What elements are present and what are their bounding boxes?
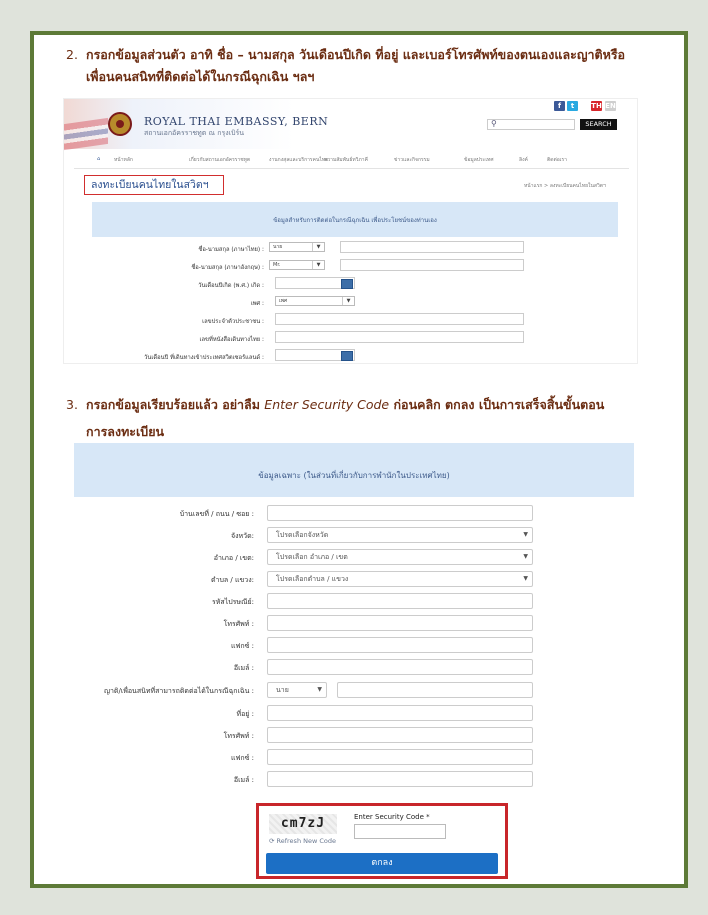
field-label: ชื่อ-นามสกุล (ภาษาไทย) :: [198, 247, 264, 253]
chevron-down-icon: ▼: [342, 297, 354, 305]
field-label: วันเดือนปีเกิด (พ.ศ.) เกิด :: [198, 283, 264, 289]
field-label: ญาติ/เพื่อนสนิทที่สามารถติดต่อได้ในกรณีฉุกเฉิน :: [104, 687, 254, 695]
field-label: ตำบล / แขวง:: [210, 576, 254, 584]
phone-input[interactable]: [267, 615, 533, 631]
field-label: อีเมล์ :: [233, 664, 254, 672]
name-en-input[interactable]: [340, 259, 524, 271]
postcode-input[interactable]: [267, 593, 533, 609]
chevron-down-icon: ▼: [523, 575, 528, 582]
security-code-label: Enter Security Code *: [354, 813, 430, 821]
calendar-icon[interactable]: [341, 351, 353, 361]
contact-name-input[interactable]: [337, 682, 533, 698]
captcha-highlight: [256, 803, 508, 879]
passport-input[interactable]: [275, 331, 524, 343]
screenshot-specific-info-form: [74, 443, 634, 880]
refresh-code-link[interactable]: ⟳ Refresh New Code: [269, 837, 337, 845]
nav-item[interactable]: ข่าวและกิจกรรม: [394, 157, 430, 163]
field-label: บ้านเลขที่ / ถนน / ซอย :: [179, 510, 254, 518]
embassy-seal-icon: [108, 112, 132, 136]
contact-phone-input[interactable]: [267, 727, 533, 743]
captcha-image: cm7zJ: [269, 814, 337, 834]
field-label: อีเมล์ :: [233, 776, 254, 784]
info-band: [74, 443, 634, 497]
field-label: เพศ :: [250, 301, 264, 307]
nav-item[interactable]: ติดต่อเรา: [547, 157, 567, 163]
title-select-en[interactable]: Mr. ▼: [269, 260, 325, 270]
nav-item[interactable]: หน้าหลัก: [114, 157, 133, 163]
nav-item[interactable]: ความสัมพันธ์ทวิภาคี: [324, 157, 368, 163]
search-icon: ⚲: [491, 119, 497, 128]
security-code-emphasis: Enter Security Code: [264, 397, 390, 412]
field-label: เลขประจำตัวประชาชน :: [202, 319, 264, 325]
field-label: อำเภอ / เขต:: [213, 554, 254, 562]
step-2-line2: เพื่อนคนสนิทที่ติดต่อได้ในกรณีฉุกเฉิน ฯลฯ: [86, 69, 315, 84]
info-band-text: ข้อมูลสำหรับการติดต่อในกรณีฉุกเฉิน เพื่อประโยชน์ของท่านเอง: [273, 217, 437, 224]
chevron-down-icon: ▼: [317, 686, 322, 693]
main-nav: [64, 153, 638, 167]
contact-address-input[interactable]: [267, 705, 533, 721]
nav-item[interactable]: งานกงสุลและบริการคนไทย: [269, 157, 329, 163]
field-label: เลขที่หนังสือเดินทางไทย :: [199, 337, 264, 343]
chevron-down-icon: ▼: [523, 553, 528, 560]
search-button[interactable]: SEARCH: [580, 119, 617, 130]
subdistrict-select[interactable]: โปรดเลือกตำบล / แขวง ▼: [267, 571, 533, 587]
info-band-text: ข้อมูลเฉพาะ (ในส่วนที่เกี่ยวกับการพำนักในประเทศไทย): [258, 471, 450, 480]
contact-fax-input[interactable]: [267, 749, 533, 765]
fax-input[interactable]: [267, 637, 533, 653]
field-label: โทรศัพท์ :: [223, 732, 254, 740]
site-brand: ROYAL THAI EMBASSY, BERN: [144, 115, 329, 128]
contact-title-select[interactable]: นาย ▼: [267, 682, 327, 698]
chevron-down-icon: ▼: [312, 243, 324, 251]
security-code-input[interactable]: [354, 824, 446, 839]
site-brand-sub: สถานเอกอัครราชทูต ณ กรุงเบิร์น: [144, 129, 245, 137]
divider: [74, 168, 629, 169]
field-label: แฟกซ์ :: [230, 642, 254, 650]
email-input[interactable]: [267, 659, 533, 675]
field-label: วันเดือนปี ที่เดินทางเข้าประเทศสวิตเซอร์แลนด์ :: [144, 355, 264, 361]
name-th-input[interactable]: [340, 241, 524, 253]
calendar-icon[interactable]: [341, 279, 353, 289]
field-label: จังหวัด:: [231, 532, 254, 540]
nav-item[interactable]: ข้อมูลประเทศ: [464, 157, 494, 163]
home-icon[interactable]: ⌂: [97, 156, 101, 162]
screenshot-registration-form: [63, 98, 638, 364]
language-en-button[interactable]: EN: [605, 102, 616, 110]
chevron-down-icon: ▼: [312, 261, 324, 269]
language-th-button[interactable]: TH: [591, 102, 602, 110]
field-label: ที่อยู่ :: [236, 710, 254, 718]
field-label: แฟกซ์ :: [230, 754, 254, 762]
step-3-text: 3. กรอกข้อมูลเรียบร้อยแล้ว อย่าลืม Enter Security Code ก่อนคลิก ตกลง เป็นการเสร็จสิ้นขั้นตอน: [66, 394, 666, 416]
address-input[interactable]: [267, 505, 533, 521]
id-number-input[interactable]: [275, 313, 524, 325]
field-label: ชื่อ-นามสกุล (ภาษาอังกฤษ) :: [191, 265, 264, 271]
step-3-line2: การลงทะเบียน: [86, 424, 165, 439]
nav-item[interactable]: เกี่ยวกับสถานเอกอัครราชทูต: [189, 157, 251, 163]
district-select[interactable]: โปรดเลือก อำเภอ / เขต ▼: [267, 549, 533, 565]
facebook-icon[interactable]: f: [554, 101, 565, 111]
register-title: ลงทะเบียนคนไทยในสวิตฯ: [84, 175, 224, 195]
breadcrumb: หน้าแรก > ลงทะเบียนคนไทยในสวิตฯ: [524, 183, 606, 189]
chevron-down-icon: ▼: [523, 531, 528, 538]
search-input[interactable]: [487, 119, 575, 130]
contact-email-input[interactable]: [267, 771, 533, 787]
province-select[interactable]: โปรดเลือกจังหวัด ▼: [267, 527, 533, 543]
info-band: [92, 202, 618, 237]
gender-select[interactable]: เพศ ▼: [275, 296, 355, 306]
submit-button[interactable]: ตกลง: [266, 853, 498, 874]
field-label: รหัสไปรษณีย์:: [212, 598, 254, 606]
step-2-text: [66, 44, 666, 66]
step-2-number: 2.: [66, 47, 78, 62]
title-select-th[interactable]: นาย ▼: [269, 242, 325, 252]
field-label: โทรศัพท์ :: [223, 620, 254, 628]
step-2-line1: กรอกข้อมูลส่วนตัว อาทิ ชื่อ – นามสกุล วันเดือนปีเกิด ที่อยู่ และเบอร์โทรศัพท์ของตนเองและญาติหรือ: [86, 47, 626, 62]
twitter-icon[interactable]: t: [567, 101, 578, 111]
nav-item[interactable]: ลิงค์: [519, 157, 528, 163]
step-3-number: 3.: [66, 397, 78, 412]
